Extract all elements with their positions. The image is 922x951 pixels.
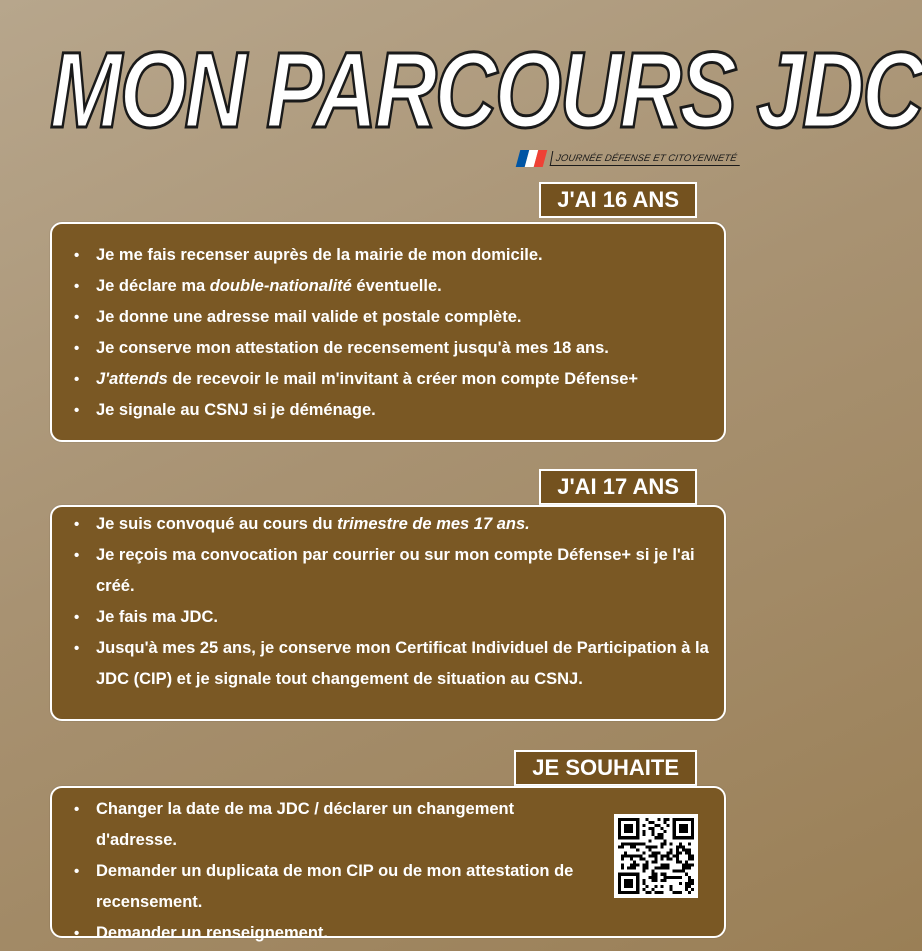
list-item: • Changer la date de ma JDC / déclarer un changement d'adresse.: [52, 794, 592, 856]
box-16-ans: [50, 222, 726, 442]
list-je-souhaite: [52, 794, 592, 949]
list-17-ans: [52, 509, 724, 695]
tag-17-ans: J'AI 17 ANS: [541, 471, 695, 503]
list-item: • Je suis convoqué au cours du trimestre de mes 17 ans.: [52, 509, 724, 540]
list-item: • J'attends de recevoir le mail m'invitant à créer mon compte Défense+: [52, 364, 724, 395]
list-item: • Je signale au CSNJ si je déménage.: [52, 395, 724, 426]
list-item: • Demander un duplicata de mon CIP ou de mon attestation de recensement.: [52, 856, 592, 918]
list-item: • Je conserve mon attestation de recensement jusqu'à mes 18 ans.: [52, 333, 724, 364]
list-item: • Je me fais recenser auprès de la mairie de mon domicile.: [52, 240, 724, 271]
list-item: • Je reçois ma convocation par courrier ou sur mon compte Défense+ si je l'ai créé.: [52, 540, 724, 602]
page-title: MON PARCOURS JDC: [50, 29, 922, 150]
tag-je-souhaite: JE SOUHAITE: [516, 752, 695, 784]
list-item: • Jusqu'à mes 25 ans, je conserve mon Certificat Individuel de Participation à la JDC (CIP) et je signale tout changement de situation au CSNJ.: [52, 633, 724, 695]
list-item: • Je fais ma JDC.: [52, 602, 724, 633]
box-17-ans: [50, 505, 726, 721]
french-flag-icon: [516, 150, 548, 167]
list-16-ans: [52, 240, 724, 426]
list-item: • Demander un renseignement.: [52, 918, 592, 949]
jdc-subtitle: [518, 148, 741, 168]
box-je-souhaite: [50, 786, 726, 942]
subtitle-text: JOURNÉE DÉFENSE ET CITOYENNETÉ: [550, 151, 742, 166]
list-item: • Je déclare ma double-nationalité éventuelle.: [52, 271, 724, 302]
tag-16-ans: J'AI 16 ANS: [541, 184, 695, 216]
qr-code-icon[interactable]: [614, 814, 698, 898]
list-item: • Je donne une adresse mail valide et postale complète.: [52, 302, 724, 333]
